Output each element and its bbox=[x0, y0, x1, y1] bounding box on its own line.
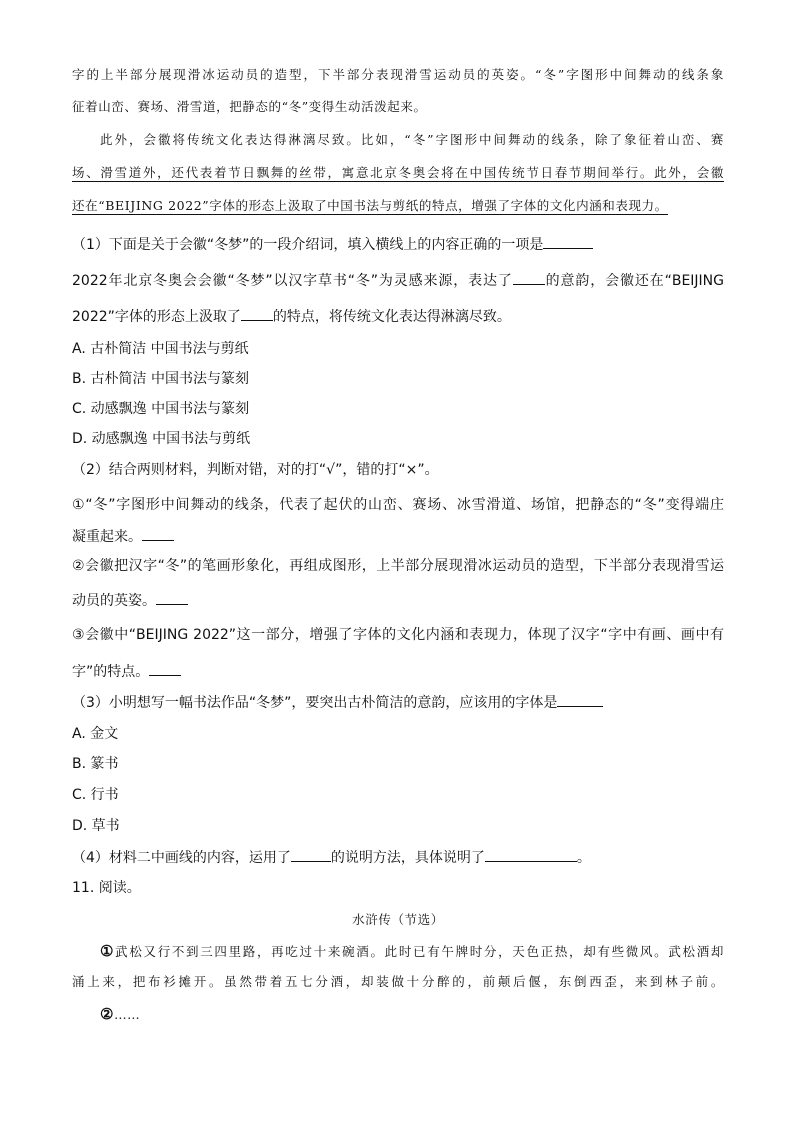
question-3-option-c[interactable]: C. 行书 bbox=[72, 787, 119, 803]
question-3-option-d[interactable]: D. 草书 bbox=[72, 818, 120, 834]
question-2-item-1-line-2 bbox=[72, 526, 724, 547]
judge-blank-2[interactable] bbox=[156, 590, 188, 605]
fill-blank-2[interactable] bbox=[241, 306, 273, 321]
underlined-text: 场、滑雪道外，还代表着节日飘舞的丝带，寓意北京冬奥会将在中国传统节日春节期间举行。此外，会徽 bbox=[72, 165, 724, 180]
question-1-intro-line-1 bbox=[72, 270, 724, 291]
intro-text: 的意韵，会徽还在“BEIJING bbox=[544, 273, 724, 289]
question-1-option-c[interactable]: C. 动感飘逸 中国书法与篆刻 bbox=[72, 401, 250, 417]
question-2-item-1-line-1: ①“冬”字图形中间舞动的线条，代表了起伏的山峦、赛场、冰雪滑道、场馆，把静态的“冬”变得端庄 bbox=[72, 497, 724, 513]
paragraph-number: ② bbox=[100, 1005, 115, 1023]
answer-blank[interactable] bbox=[543, 234, 593, 249]
question-3-stem-text: （3）小明想写一幅书法作品“冬梦”，要突出古朴简洁的意韵，应该用的字体是 bbox=[72, 695, 558, 711]
passage-paragraph-2 bbox=[100, 1004, 724, 1025]
question-2-item-2-line-1: ②会徽把汉字“冬”的笔画形象化，再组成图形，上半部分展现滑冰运动员的造型，下半部分表现滑雪运 bbox=[72, 558, 724, 574]
material-paragraph-2-line-2 bbox=[72, 163, 724, 183]
method-blank[interactable] bbox=[291, 847, 331, 862]
paragraph-text: …… bbox=[114, 1007, 141, 1022]
underlined-text: 还在“BEIJING 2022”字体的形态上汲取了中国书法与剪纸的特点，增强了字体的文化内涵和表现力。 bbox=[72, 198, 668, 213]
question-3-stem bbox=[72, 692, 724, 713]
material-paragraph-2-line-1: 此外，会徽将传统文化表达得淋漓尽致。比如，“冬”字图形中间舞动的线条，除了象征着山峦、赛 bbox=[100, 132, 724, 147]
question-2-item-3-line-2 bbox=[72, 661, 724, 682]
item-text: 动员的英姿。 bbox=[72, 593, 156, 609]
paragraph-text: 武松又行不到三四里路，再吃过十来碗酒。此时已有午牌时分，天色正热，却有些微风。武松酒却 bbox=[115, 944, 724, 959]
item-text: 字”的特点。 bbox=[72, 664, 150, 680]
question-4-text: 。 bbox=[576, 850, 591, 866]
question-1-stem bbox=[72, 234, 724, 255]
item-text: 凝重起来。 bbox=[72, 529, 142, 545]
answer-blank[interactable] bbox=[557, 692, 603, 707]
fill-blank-1[interactable] bbox=[513, 270, 545, 285]
paragraph-number: ① bbox=[100, 942, 116, 960]
passage-paragraph-1-line-2: 涌上来，把布衫摊开。虽然带着五七分酒，却装做十分醉的，前颠后偃，东倒西歪，来到林子前。 bbox=[72, 974, 724, 989]
question-1-option-d[interactable]: D. 动感飘逸 中国书法与剪纸 bbox=[72, 431, 251, 447]
judge-blank-3[interactable] bbox=[149, 661, 181, 676]
question-2-item-2-line-2 bbox=[72, 590, 724, 611]
material-paragraph-2-line-3 bbox=[72, 196, 724, 216]
content-blank[interactable] bbox=[485, 847, 577, 862]
question-1-option-b[interactable]: B. 古朴简洁 中国书法与篆刻 bbox=[72, 371, 249, 387]
question-3-option-b[interactable]: B. 篆书 bbox=[72, 756, 119, 772]
question-11-label: 11. 阅读。 bbox=[72, 880, 141, 896]
material-paragraph-1-line-2: 征着山峦、赛场、滑雪道，把静态的“冬”变得生动活泼起来。 bbox=[72, 99, 427, 114]
material-paragraph-1-line-1: 字的上半部分展现滑冰运动员的造型，下半部分表现滑雪运动员的英姿。“冬”字图形中间舞动的线条象 bbox=[72, 67, 724, 82]
question-4-stem bbox=[72, 847, 724, 868]
intro-text: 的特点，将传统文化表达得淋漓尽致。 bbox=[272, 309, 511, 325]
question-1-stem-text: （1）下面是关于会徽“冬梦”的一段介绍词，填入横线上的内容正确的一项是 bbox=[72, 237, 544, 253]
passage-title: 水浒传（节选） bbox=[352, 912, 444, 927]
question-2-item-3-line-1: ③会徽中“BEIJING 2022”这一部分，增强了字体的文化内涵和表现力，体现了汉字“字中有画、画中有 bbox=[72, 627, 724, 643]
intro-text: 2022年北京冬奥会会徽“冬梦”以汉字草书“冬”为灵感来源，表达了 bbox=[72, 273, 513, 289]
question-2-stem: （2）结合两则材料，判断对错，对的打“√”，错的打“×”。 bbox=[72, 462, 439, 478]
judge-blank-1[interactable] bbox=[142, 526, 174, 541]
question-4-text: （4）材料二中画线的内容，运用了 bbox=[72, 850, 291, 866]
question-1-intro-line-2 bbox=[72, 306, 724, 327]
question-4-text: 的说明方法，具体说明了 bbox=[330, 850, 485, 866]
question-1-option-a[interactable]: A. 古朴简洁 中国书法与剪纸 bbox=[72, 341, 249, 357]
question-3-option-a[interactable]: A. 金文 bbox=[72, 726, 119, 742]
intro-text: 2022”字体的形态上汲取了 bbox=[72, 309, 241, 325]
passage-paragraph-1-line-1 bbox=[100, 941, 724, 962]
